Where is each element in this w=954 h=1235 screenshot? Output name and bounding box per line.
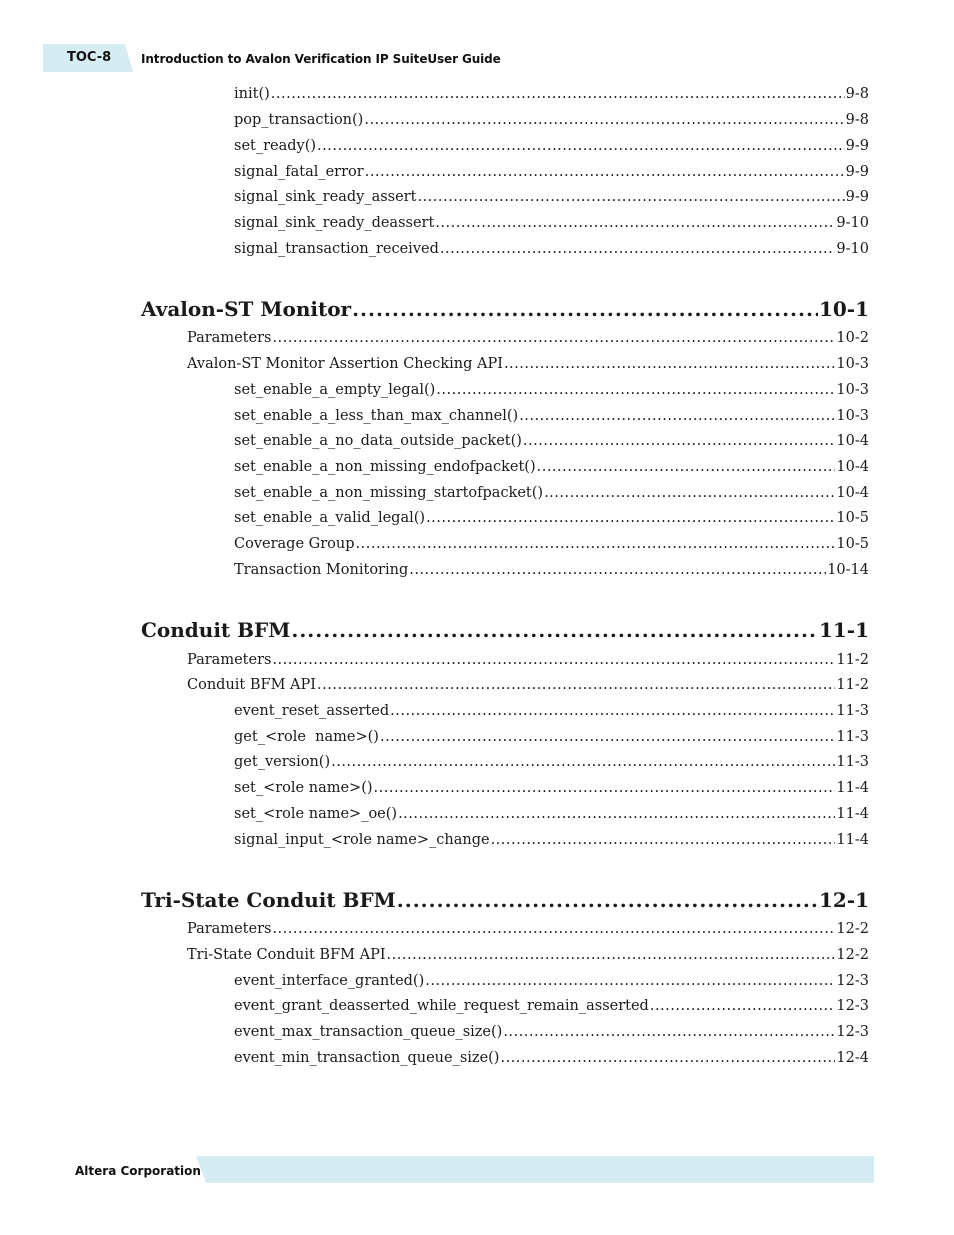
toc-entry[interactable] [234,562,869,578]
toc-entry[interactable] [234,780,869,796]
toc-chapter-heading[interactable] [141,618,869,642]
toc-entry-page: 10-5 [836,510,869,526]
chapter-title: Conduit BFM [141,618,291,642]
dot-leader [352,297,818,321]
toc-entry[interactable] [234,703,869,719]
toc-entry-title: set_enable_a_no_data_outside_packet() [234,433,522,449]
dot-leader [317,138,845,154]
chapter-page: 11-1 [818,618,869,642]
toc-entry-page: 11-4 [836,832,869,848]
toc-entry-title: pop_transaction() [234,112,364,128]
dot-leader [503,1024,835,1040]
toc-entry[interactable] [234,1024,869,1040]
toc-entry-title: init() [234,86,270,102]
toc-entry-title: signal_sink_ready_assert [234,189,417,205]
toc-section-title: Tri-State Conduit BFM API [187,947,386,963]
toc-entry[interactable] [234,164,869,180]
toc-entry-title: Coverage Group [234,536,355,552]
toc-entry[interactable] [234,998,869,1014]
dot-leader [500,1050,835,1066]
dot-leader [271,86,845,102]
chapter-page: 10-1 [818,297,869,321]
toc-entry-page: 9-9 [845,164,869,180]
dot-leader [398,806,835,822]
dot-leader [650,998,836,1014]
toc-entry-title: event_grant_deasserted_while_request_remain_asserted [234,998,649,1014]
dot-leader [374,780,836,796]
toc-entry-page: 12-3 [836,1024,869,1040]
document-title: Introduction to Avalon Verification IP SuiteUser Guide [141,52,501,66]
toc-entry-page: 10-4 [836,433,869,449]
dot-leader [317,677,835,693]
toc-entry-page: 9-10 [836,241,869,257]
page-number-label: TOC-8 [67,50,112,65]
toc-entry-page: 11-3 [836,703,869,719]
toc-section[interactable] [187,677,869,693]
toc-entry[interactable] [234,806,869,822]
dot-leader [380,729,835,745]
toc-entry[interactable] [234,729,869,745]
toc-entry-page: 12-3 [836,998,869,1014]
toc-section-page: 10-2 [836,330,869,346]
dot-leader [440,241,836,257]
toc-entry-title: set_<role name>_oe() [234,806,398,822]
toc-section[interactable] [187,652,869,668]
toc-section[interactable] [187,356,869,372]
dot-leader [364,112,844,128]
dot-leader [491,832,836,848]
toc-entry-title: event_min_transaction_queue_size() [234,1050,500,1066]
toc-entry[interactable] [234,973,869,989]
toc-entry-title: set_enable_a_non_missing_startofpacket() [234,485,544,501]
toc-entry-page: 11-3 [836,729,869,745]
footer-band [196,1156,874,1183]
toc-section-page: 12-2 [836,947,869,963]
toc-chapter-heading[interactable] [141,888,869,912]
toc-entry-page: 10-3 [836,408,869,424]
chapter-page: 12-1 [818,888,869,912]
dot-leader [417,189,844,205]
toc-entry-title: get_<role name>() [234,729,379,745]
dot-leader [291,618,818,642]
dot-leader [504,356,835,372]
footer-band-shape [196,1156,874,1183]
dot-leader [331,754,835,770]
toc-entry[interactable] [234,241,869,257]
toc-entry-title: event_reset_asserted [234,703,390,719]
toc-entry[interactable] [234,86,869,102]
toc-entry-page: 11-3 [836,754,869,770]
toc-entry-title: set_enable_a_valid_legal() [234,510,426,526]
dot-leader [390,703,835,719]
toc-entry-title: set_enable_a_non_missing_endofpacket() [234,459,536,475]
toc-entry-page: 11-4 [836,806,869,822]
toc-entry-page: 9-10 [836,215,869,231]
toc-entry-page: 12-3 [836,973,869,989]
toc-section-page: 11-2 [836,677,869,693]
toc-entry[interactable] [234,485,869,501]
toc-entry-page: 10-4 [836,485,869,501]
toc-entry-title: event_interface_granted() [234,973,425,989]
dot-leader [519,408,835,424]
toc-entry[interactable] [234,382,869,398]
dot-leader [272,921,835,937]
toc-entry[interactable] [234,754,869,770]
toc-entry[interactable] [234,510,869,526]
page-number-tab [43,44,133,72]
toc-entry-title: Transaction Monitoring [234,562,409,578]
toc-entry-title: signal_fatal_error [234,164,364,180]
toc-entry-title: event_max_transaction_queue_size() [234,1024,503,1040]
dot-leader [356,536,836,552]
toc-section[interactable] [187,330,869,346]
chapter-title: Tri-State Conduit BFM [141,888,396,912]
dot-leader [397,888,818,912]
toc-section-title: Parameters [187,921,272,937]
toc-entry-title: set_enable_a_empty_legal() [234,382,436,398]
toc-section-title: Parameters [187,652,272,668]
footer-company: Altera Corporation [75,1164,201,1178]
dot-leader [409,562,826,578]
toc-section-title: Parameters [187,330,272,346]
dot-leader [436,382,835,398]
toc-entry[interactable] [234,112,869,128]
toc-entry-title: set_ready() [234,138,317,154]
toc-entry[interactable] [234,1050,869,1066]
toc-entry-page: 9-8 [845,86,869,102]
toc-entry[interactable] [234,536,869,552]
dot-leader [544,485,835,501]
toc-entry-title: signal_transaction_received [234,241,439,257]
toc-entry[interactable] [234,215,869,231]
toc-entry-page: 11-4 [836,780,869,796]
toc-entry-title: signal_input_<role name>_change [234,832,490,848]
toc-section-page: 12-2 [836,921,869,937]
toc-section-page: 10-3 [836,356,869,372]
toc-section-title: Conduit BFM API [187,677,316,693]
toc-entry[interactable] [234,189,869,205]
toc-entry-page: 10-4 [836,459,869,475]
dot-leader [365,164,845,180]
dot-leader [523,433,836,449]
toc-chapter-heading[interactable] [141,297,869,321]
toc-section[interactable] [187,947,869,963]
toc-entry[interactable] [234,138,869,154]
toc-entry-page: 12-4 [836,1050,869,1066]
dot-leader [387,947,836,963]
toc-section[interactable] [187,921,869,937]
toc-entry[interactable] [234,459,869,475]
dot-leader [425,973,835,989]
toc-entry-title: get_version() [234,754,331,770]
toc-entry-page: 10-3 [836,382,869,398]
toc-entry-page: 10-5 [836,536,869,552]
toc-entry-page: 10-14 [827,562,869,578]
chapter-title: Avalon-ST Monitor [141,297,352,321]
dot-leader [435,215,835,231]
toc-entry[interactable] [234,433,869,449]
dot-leader [426,510,835,526]
toc-entry-page: 9-8 [845,112,869,128]
dot-leader [272,652,835,668]
toc-entry-title: set_enable_a_less_than_max_channel() [234,408,519,424]
toc-entry[interactable] [234,832,869,848]
toc-section-title: Avalon-ST Monitor Assertion Checking API [187,356,503,372]
toc-entry-page: 9-9 [845,189,869,205]
dot-leader [537,459,836,475]
toc-section-page: 11-2 [836,652,869,668]
toc-entry-title: signal_sink_ready_deassert [234,215,435,231]
toc-entry-page: 9-9 [845,138,869,154]
toc-entry-title: set_<role name>() [234,780,373,796]
dot-leader [272,330,835,346]
toc-entry[interactable] [234,408,869,424]
